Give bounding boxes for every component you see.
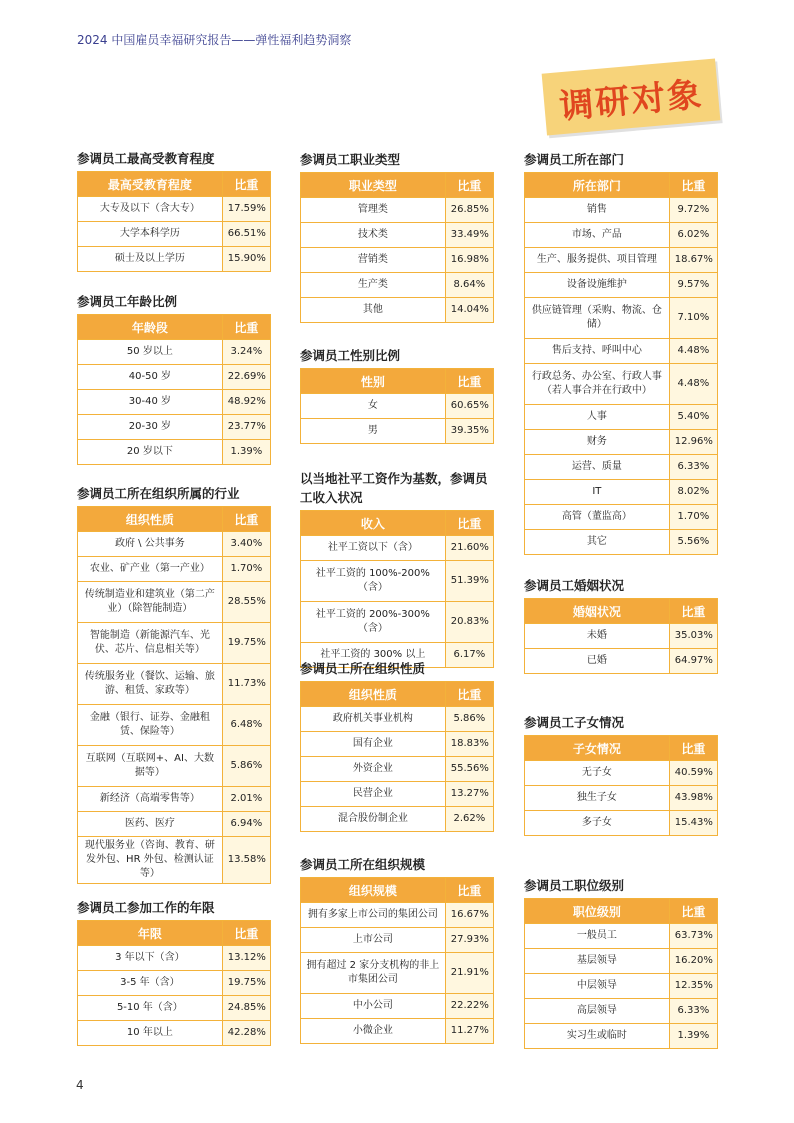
- category-cell: 管理类: [301, 198, 446, 223]
- table-row: [78, 996, 271, 1021]
- category-cell: 社平工资以下（含）: [301, 536, 446, 561]
- table-title: 参调员工年龄比例: [77, 294, 178, 309]
- category-cell: 拥有多家上市公司的集团公司: [301, 903, 446, 928]
- table-row: [525, 999, 718, 1024]
- table-title: 参调员工所在部门: [524, 152, 625, 167]
- share-cell: 1.39%: [222, 440, 270, 465]
- share-cell: 12.96%: [669, 430, 717, 455]
- years-block: [77, 898, 271, 1046]
- table-title: 参调员工所在组织所属的行业: [77, 486, 240, 501]
- share-cell: 3.24%: [222, 340, 270, 365]
- category-cell: 营销类: [301, 248, 446, 273]
- table-row: [301, 248, 494, 273]
- table-title: 参调员工婚姻状况: [524, 578, 625, 593]
- share-cell: 11.27%: [445, 1019, 493, 1044]
- table-row: [525, 924, 718, 949]
- share-cell: 16.98%: [445, 248, 493, 273]
- table-row: [525, 273, 718, 298]
- table-header-row: [525, 173, 718, 198]
- table-header-row: [78, 921, 271, 946]
- category-cell: 女: [301, 394, 446, 419]
- share-cell: 5.40%: [669, 405, 717, 430]
- category-cell: 未婚: [525, 624, 670, 649]
- share-cell: 1.39%: [669, 1024, 717, 1049]
- share-cell: 9.72%: [669, 198, 717, 223]
- table-row: [301, 223, 494, 248]
- column-header-category: 性别: [301, 369, 446, 394]
- category-cell: 新经济（高端零售等）: [78, 787, 223, 812]
- table-row: [525, 455, 718, 480]
- data-table: [300, 681, 494, 832]
- column-header-category: 组织规模: [301, 878, 446, 903]
- table-row: [525, 405, 718, 430]
- data-table: [524, 172, 718, 555]
- table-title: 参调员工职业类型: [300, 152, 401, 167]
- category-cell: 10 年以上: [78, 1021, 223, 1046]
- share-cell: 23.77%: [222, 415, 270, 440]
- share-cell: 63.73%: [669, 924, 717, 949]
- category-cell: 大专及以下（含大专）: [78, 197, 223, 222]
- table-row: [525, 974, 718, 999]
- table-row: [78, 705, 271, 746]
- category-cell: 社平工资的 200%-300%（含）: [301, 602, 446, 643]
- share-cell: 6.94%: [222, 812, 270, 837]
- table-row: [301, 928, 494, 953]
- category-cell: 小微企业: [301, 1019, 446, 1044]
- category-cell: 市场、产品: [525, 223, 670, 248]
- share-cell: 6.33%: [669, 455, 717, 480]
- column-header-share: 比重: [445, 682, 493, 707]
- share-cell: 5.56%: [669, 530, 717, 555]
- share-cell: 27.93%: [445, 928, 493, 953]
- table-row: [78, 787, 271, 812]
- column-header-category: 收入: [301, 511, 446, 536]
- category-cell: 硕士及以上学历: [78, 247, 223, 272]
- share-cell: 55.56%: [445, 757, 493, 782]
- table-row: [78, 390, 271, 415]
- table-row: [78, 837, 271, 884]
- share-cell: 51.39%: [445, 561, 493, 602]
- category-cell: 多子女: [525, 811, 670, 836]
- table-header-row: [525, 599, 718, 624]
- column-header-category: 婚姻状况: [525, 599, 670, 624]
- share-cell: 64.97%: [669, 649, 717, 674]
- share-cell: 6.48%: [222, 705, 270, 746]
- table-header-row: [78, 172, 271, 197]
- category-cell: 外资企业: [301, 757, 446, 782]
- column-header-category: 组织性质: [78, 507, 223, 532]
- table-row: [78, 557, 271, 582]
- table-row: [525, 248, 718, 273]
- table-row: [301, 807, 494, 832]
- data-table: [77, 920, 271, 1046]
- table-header-row: [301, 878, 494, 903]
- share-cell: 39.35%: [445, 419, 493, 444]
- column-header-share: 比重: [669, 899, 717, 924]
- table-row: [525, 811, 718, 836]
- column-header-category: 职业类型: [301, 173, 446, 198]
- table-row: [78, 415, 271, 440]
- category-cell: 传统制造业和建筑业（第二产业）（除智能制造）: [78, 582, 223, 623]
- data-table: [300, 877, 494, 1044]
- category-cell: 政府 \ 公共事务: [78, 532, 223, 557]
- data-table: [524, 598, 718, 674]
- category-cell: 销售: [525, 198, 670, 223]
- table-row: [78, 340, 271, 365]
- table-row: [78, 623, 271, 664]
- table-row: [301, 953, 494, 994]
- column-header-category: 职位级别: [525, 899, 670, 924]
- column-header-share: 比重: [669, 736, 717, 761]
- table-row: [525, 480, 718, 505]
- section-badge: [542, 59, 721, 136]
- share-cell: 42.28%: [222, 1021, 270, 1046]
- category-cell: 已婚: [525, 649, 670, 674]
- category-cell: 政府机关事业机构: [301, 707, 446, 732]
- table-title: 参调员工职位级别: [524, 878, 625, 893]
- category-cell: 上市公司: [301, 928, 446, 953]
- table-row: [301, 602, 494, 643]
- share-cell: 21.60%: [445, 536, 493, 561]
- category-cell: 一般员工: [525, 924, 670, 949]
- category-cell: 20-30 岁: [78, 415, 223, 440]
- table-row: [525, 1024, 718, 1049]
- category-cell: 行政总务、办公室、行政人事（若人事合并在行政中）: [525, 364, 670, 405]
- table-row: [78, 197, 271, 222]
- data-table: [77, 171, 271, 272]
- table-row: [525, 223, 718, 248]
- share-cell: 8.64%: [445, 273, 493, 298]
- category-cell: 3-5 年（含）: [78, 971, 223, 996]
- share-cell: 13.58%: [222, 837, 270, 884]
- category-cell: 3 年以下（含）: [78, 946, 223, 971]
- table-title: 参调员工最高受教育程度: [77, 151, 215, 166]
- org-scale-block: [300, 855, 494, 1044]
- column-header-share: 比重: [669, 599, 717, 624]
- share-cell: 15.90%: [222, 247, 270, 272]
- category-cell: 民营企业: [301, 782, 446, 807]
- category-cell: 基层领导: [525, 949, 670, 974]
- page-number: 4: [76, 1078, 84, 1092]
- column-header-category: 最高受教育程度: [78, 172, 223, 197]
- section-title: 调研对象: [557, 74, 705, 127]
- share-cell: 48.92%: [222, 390, 270, 415]
- column-header-share: 比重: [222, 315, 270, 340]
- share-cell: 17.59%: [222, 197, 270, 222]
- table-row: [525, 761, 718, 786]
- table-row: [78, 440, 271, 465]
- category-cell: 20 岁以下: [78, 440, 223, 465]
- category-cell: 国有企业: [301, 732, 446, 757]
- column-header-share: 比重: [669, 173, 717, 198]
- table-header-row: [301, 682, 494, 707]
- table-row: [78, 946, 271, 971]
- table-row: [301, 298, 494, 323]
- column-header-share: 比重: [445, 878, 493, 903]
- category-cell: 社平工资的 100%-200%（含）: [301, 561, 446, 602]
- table-row: [78, 971, 271, 996]
- category-cell: 供应链管理（采购、物流、仓储）: [525, 298, 670, 339]
- share-cell: 3.40%: [222, 532, 270, 557]
- category-cell: 其它: [525, 530, 670, 555]
- table-row: [78, 582, 271, 623]
- category-cell: 独生子女: [525, 786, 670, 811]
- report-header: 2024 中国雇员幸福研究报告——弹性福利趋势洞察: [77, 33, 352, 47]
- column-header-share: 比重: [222, 507, 270, 532]
- table-row: [301, 1019, 494, 1044]
- industry-block: [77, 484, 271, 884]
- share-cell: 13.12%: [222, 946, 270, 971]
- category-cell: 50 岁以上: [78, 340, 223, 365]
- data-table: [77, 506, 271, 884]
- category-cell: 医药、医疗: [78, 812, 223, 837]
- column-header-category: 子女情况: [525, 736, 670, 761]
- share-cell: 19.75%: [222, 971, 270, 996]
- org-nature-block: [300, 659, 494, 832]
- table-header-row: [78, 507, 271, 532]
- category-cell: 传统服务业（餐饮、运输、旅游、租赁、家政等）: [78, 664, 223, 705]
- gender-block: [300, 346, 494, 444]
- data-table: [77, 314, 271, 465]
- share-cell: 18.67%: [669, 248, 717, 273]
- category-cell: 互联网（互联网+、AI、大数据等）: [78, 746, 223, 787]
- share-cell: 28.55%: [222, 582, 270, 623]
- column-header-share: 比重: [445, 173, 493, 198]
- table-row: [301, 782, 494, 807]
- share-cell: 1.70%: [222, 557, 270, 582]
- category-cell: 现代服务业（咨询、教育、研发外包、HR 外包、检测认证等）: [78, 837, 223, 884]
- table-row: [301, 273, 494, 298]
- share-cell: 8.02%: [669, 480, 717, 505]
- category-cell: 生产类: [301, 273, 446, 298]
- table-row: [301, 707, 494, 732]
- table-row: [301, 732, 494, 757]
- table-row: [78, 664, 271, 705]
- column-header-category: 组织性质: [301, 682, 446, 707]
- share-cell: 7.10%: [669, 298, 717, 339]
- category-cell: 30-40 岁: [78, 390, 223, 415]
- category-cell: 40-50 岁: [78, 365, 223, 390]
- category-cell: 实习生或临时: [525, 1024, 670, 1049]
- share-cell: 35.03%: [669, 624, 717, 649]
- share-cell: 43.98%: [669, 786, 717, 811]
- share-cell: 22.69%: [222, 365, 270, 390]
- table-row: [301, 561, 494, 602]
- table-row: [78, 247, 271, 272]
- table-title: 以当地社平工资作为基数，参调员工收入状况: [300, 471, 488, 505]
- share-cell: 6.33%: [669, 999, 717, 1024]
- data-table: [300, 172, 494, 323]
- share-cell: 13.27%: [445, 782, 493, 807]
- table-title: 参调员工性别比例: [300, 348, 401, 363]
- column-header-share: 比重: [445, 511, 493, 536]
- table-header-row: [78, 315, 271, 340]
- table-row: [525, 949, 718, 974]
- data-table: [300, 368, 494, 444]
- table-row: [301, 198, 494, 223]
- table-title: 参调员工参加工作的年限: [77, 900, 215, 915]
- table-header-row: [301, 173, 494, 198]
- share-cell: 4.48%: [669, 364, 717, 405]
- category-cell: IT: [525, 480, 670, 505]
- share-cell: 9.57%: [669, 273, 717, 298]
- department-block: [524, 150, 718, 555]
- category-cell: 男: [301, 419, 446, 444]
- category-cell: 中小公司: [301, 994, 446, 1019]
- category-cell: 中层领导: [525, 974, 670, 999]
- category-cell: 技术类: [301, 223, 446, 248]
- category-cell: 其他: [301, 298, 446, 323]
- share-cell: 2.62%: [445, 807, 493, 832]
- column-header-share: 比重: [445, 369, 493, 394]
- category-cell: 高层领导: [525, 999, 670, 1024]
- share-cell: 24.85%: [222, 996, 270, 1021]
- table-title: 参调员工所在组织性质: [300, 661, 426, 676]
- share-cell: 5.86%: [222, 746, 270, 787]
- share-cell: 14.04%: [445, 298, 493, 323]
- category-cell: 5-10 年（含）: [78, 996, 223, 1021]
- data-table: [300, 510, 494, 668]
- category-cell: 社平工资的 300% 以上: [301, 643, 446, 668]
- category-cell: 混合股份制企业: [301, 807, 446, 832]
- marriage-block: [524, 576, 718, 674]
- table-row: [301, 394, 494, 419]
- table-row: [301, 757, 494, 782]
- column-header-category: 所在部门: [525, 173, 670, 198]
- table-title: 参调员工所在组织规模: [300, 857, 426, 872]
- share-cell: 20.83%: [445, 602, 493, 643]
- share-cell: 2.01%: [222, 787, 270, 812]
- category-cell: 运营、质量: [525, 455, 670, 480]
- table-header-row: [301, 511, 494, 536]
- table-header-row: [525, 736, 718, 761]
- share-cell: 19.75%: [222, 623, 270, 664]
- table-row: [301, 903, 494, 928]
- share-cell: 1.70%: [669, 505, 717, 530]
- table-row: [78, 532, 271, 557]
- share-cell: 11.73%: [222, 664, 270, 705]
- category-cell: 金融（银行、证券、金融租赁、保险等）: [78, 705, 223, 746]
- table-header-row: [525, 899, 718, 924]
- table-row: [301, 419, 494, 444]
- table-row: [525, 530, 718, 555]
- table-row: [525, 198, 718, 223]
- table-row: [525, 624, 718, 649]
- share-cell: 40.59%: [669, 761, 717, 786]
- column-header-category: 年限: [78, 921, 223, 946]
- share-cell: 15.43%: [669, 811, 717, 836]
- children-block: [524, 713, 718, 836]
- table-row: [525, 649, 718, 674]
- data-table: [524, 898, 718, 1049]
- table-row: [525, 505, 718, 530]
- table-row: [525, 364, 718, 405]
- share-cell: 6.02%: [669, 223, 717, 248]
- level-block: [524, 876, 718, 1049]
- category-cell: 财务: [525, 430, 670, 455]
- category-cell: 农业、矿产业（第一产业）: [78, 557, 223, 582]
- share-cell: 18.83%: [445, 732, 493, 757]
- table-row: [301, 994, 494, 1019]
- table-row: [525, 298, 718, 339]
- column-header-share: 比重: [222, 172, 270, 197]
- table-row: [301, 536, 494, 561]
- category-cell: 大学本科学历: [78, 222, 223, 247]
- table-row: [78, 1021, 271, 1046]
- data-table: [524, 735, 718, 836]
- share-cell: 5.86%: [445, 707, 493, 732]
- table-row: [78, 222, 271, 247]
- share-cell: 66.51%: [222, 222, 270, 247]
- table-title: 参调员工子女情况: [524, 715, 625, 730]
- share-cell: 60.65%: [445, 394, 493, 419]
- education-block: [77, 149, 271, 272]
- income-block: [300, 469, 494, 668]
- category-cell: 拥有超过 2 家分支机构的非上市集团公司: [301, 953, 446, 994]
- table-row: [525, 786, 718, 811]
- table-header-row: [301, 369, 494, 394]
- table-row: [78, 365, 271, 390]
- share-cell: 4.48%: [669, 339, 717, 364]
- category-cell: 智能制造（新能源汽车、光伏、芯片、信息相关等）: [78, 623, 223, 664]
- share-cell: 16.20%: [669, 949, 717, 974]
- category-cell: 人事: [525, 405, 670, 430]
- table-row: [525, 339, 718, 364]
- table-row: [78, 746, 271, 787]
- share-cell: 16.67%: [445, 903, 493, 928]
- category-cell: 生产、服务提供、项目管理: [525, 248, 670, 273]
- category-cell: 无子女: [525, 761, 670, 786]
- table-row: [525, 430, 718, 455]
- category-cell: 高管（董监高）: [525, 505, 670, 530]
- share-cell: 22.22%: [445, 994, 493, 1019]
- column-header-share: 比重: [222, 921, 270, 946]
- category-cell: 售后支持、呼叫中心: [525, 339, 670, 364]
- table-row: [78, 812, 271, 837]
- age-block: [77, 292, 271, 465]
- category-cell: 设备设施维护: [525, 273, 670, 298]
- share-cell: 21.91%: [445, 953, 493, 994]
- share-cell: 6.17%: [445, 643, 493, 668]
- share-cell: 12.35%: [669, 974, 717, 999]
- share-cell: 33.49%: [445, 223, 493, 248]
- column-header-category: 年龄段: [78, 315, 223, 340]
- share-cell: 26.85%: [445, 198, 493, 223]
- job-type-block: [300, 150, 494, 323]
